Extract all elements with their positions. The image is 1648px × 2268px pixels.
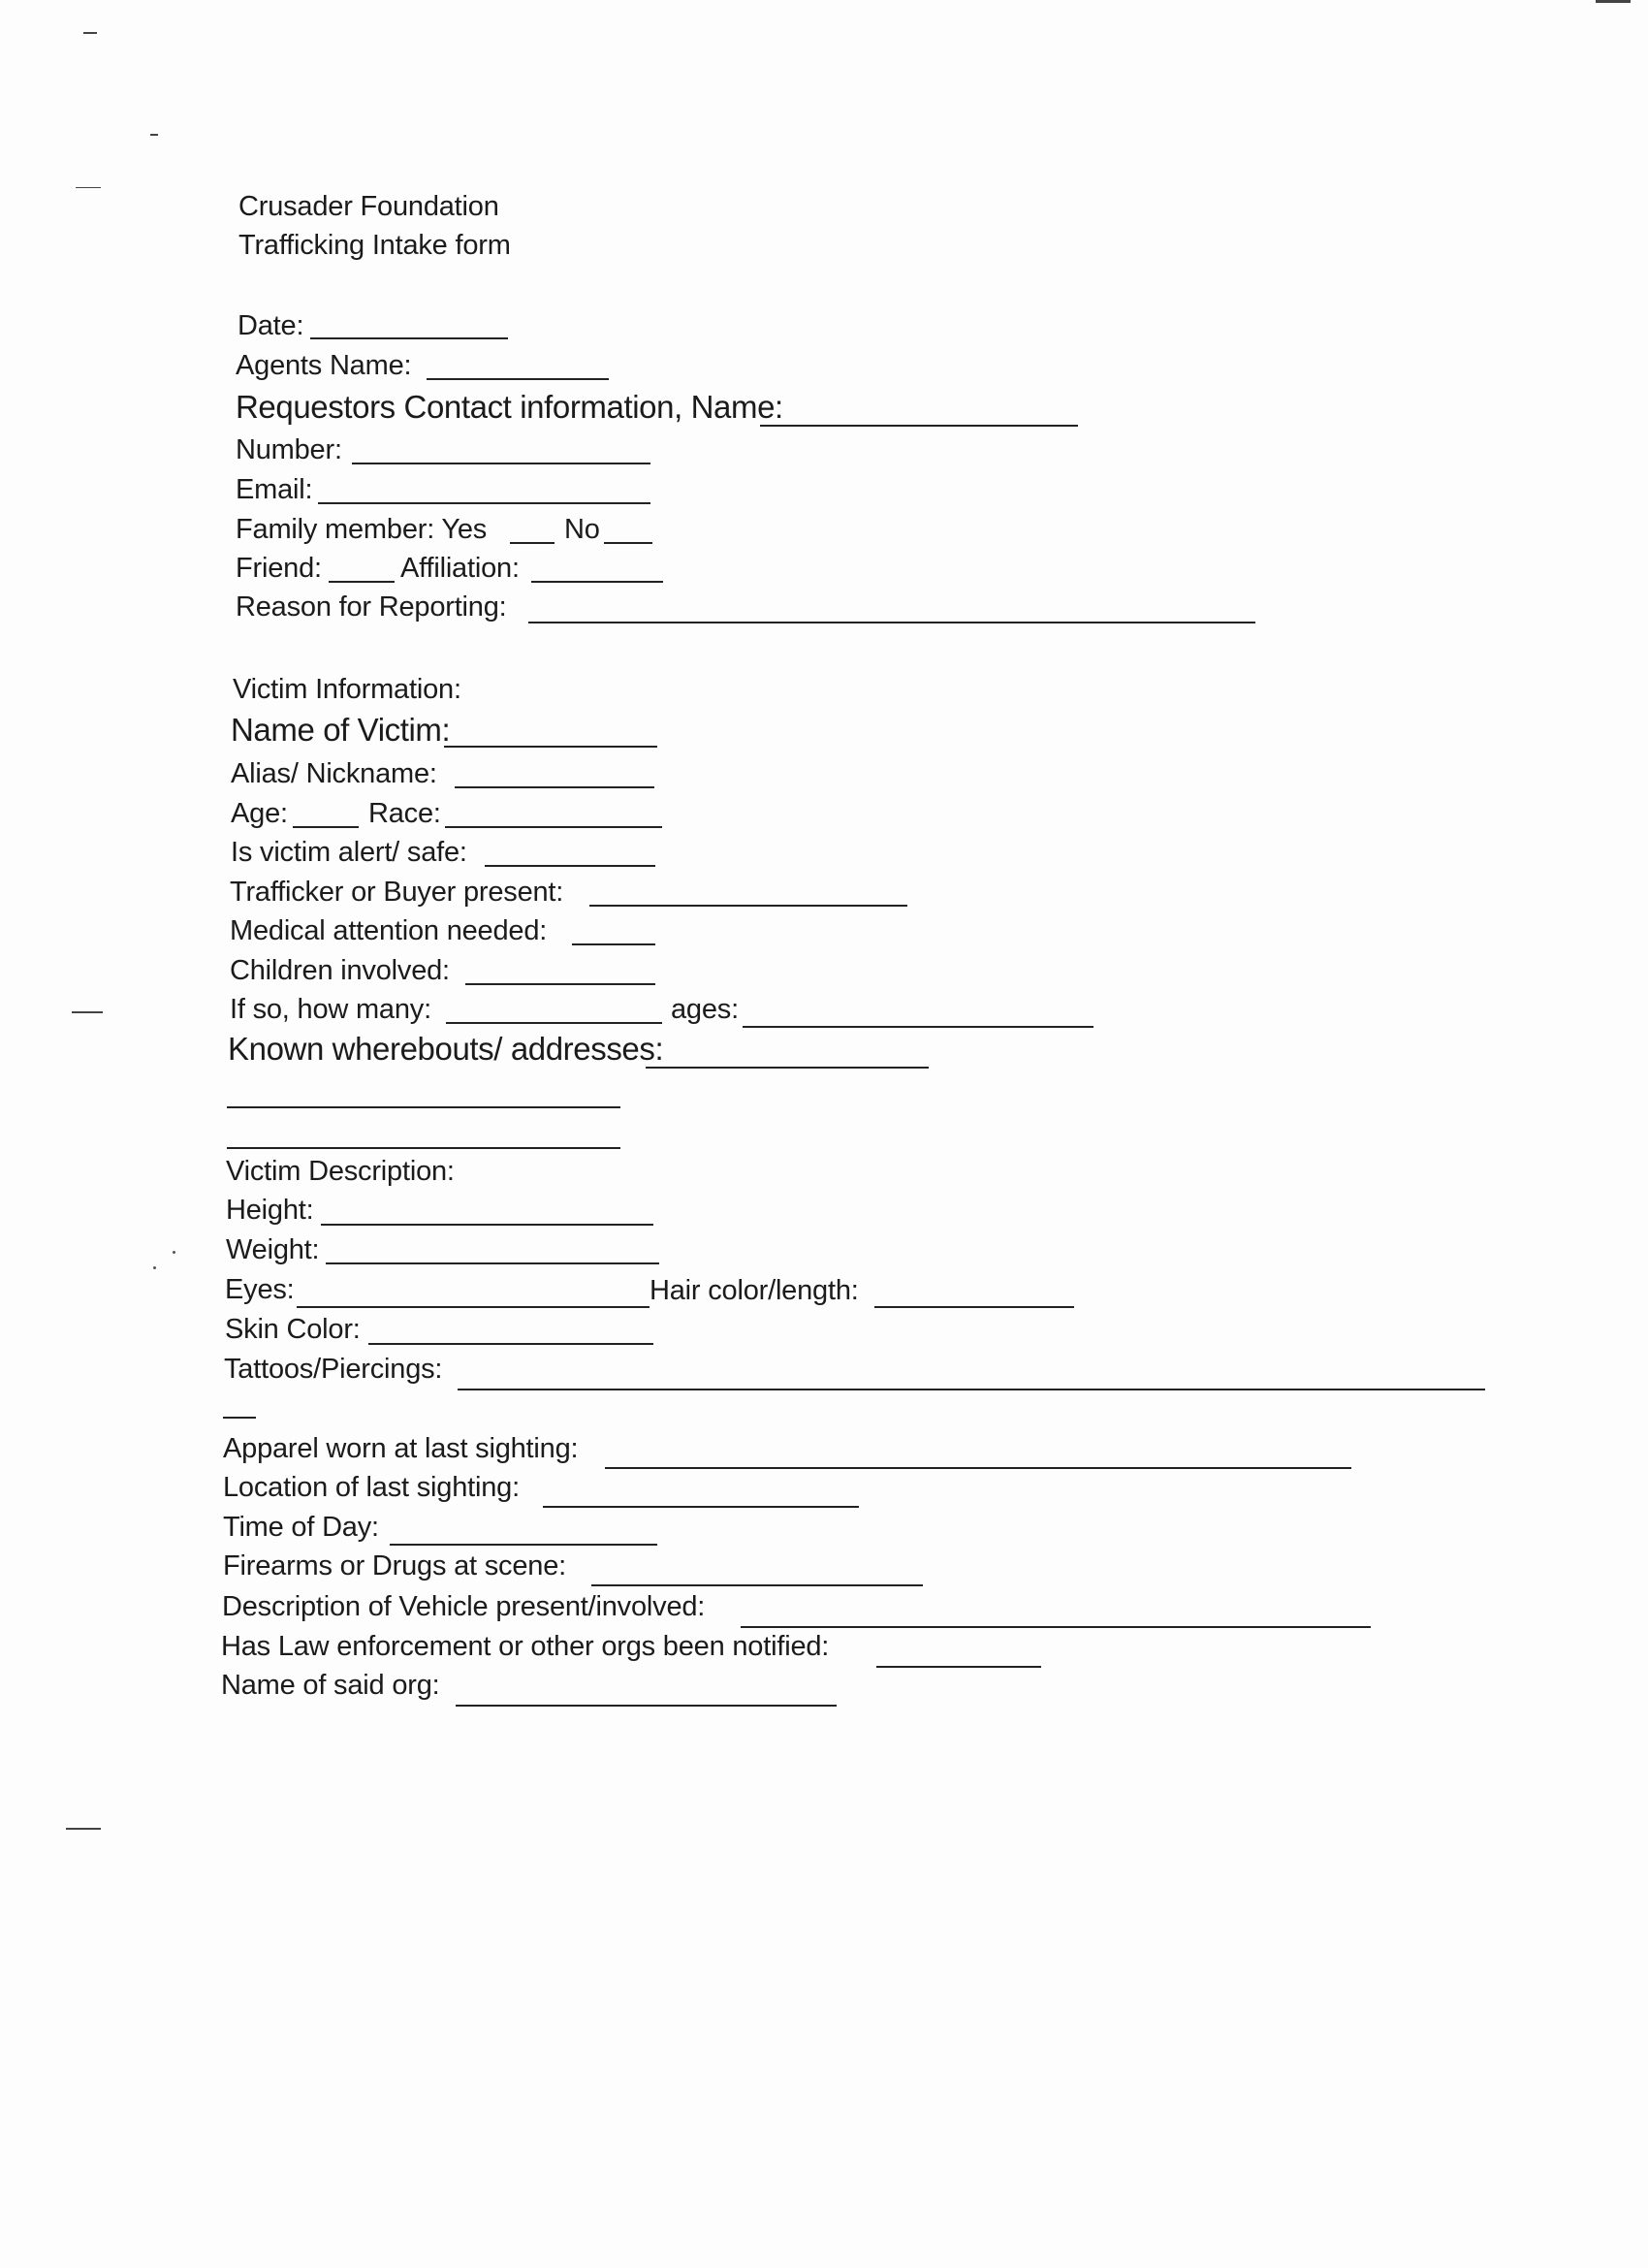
reason-field[interactable] [528,622,1255,623]
org-name-label: Name of said org: [221,1670,440,1701]
reason-label: Reason for Reporting: [236,591,507,623]
whereabouts-label: Known wherebouts/ addresses: [228,1031,664,1067]
apparel-field[interactable] [605,1467,1351,1469]
alert-safe-label: Is victim alert/ safe: [231,837,467,868]
tattoos-continuation[interactable] [223,1417,256,1419]
age-label: Age: [231,798,288,829]
vehicle-label: Description of Vehicle present/involved: [222,1591,706,1622]
family-no-field[interactable] [604,542,652,544]
agents-name-label: Agents Name: [236,350,412,381]
law-enforcement-label: Has Law enforcement or other orgs been notified: [221,1631,830,1662]
weight-field[interactable] [326,1262,659,1264]
scan-mark [66,1828,101,1830]
medical-label: Medical attention needed: [230,915,548,946]
height-label: Height: [226,1195,314,1226]
family-yes-field[interactable] [510,542,555,544]
height-field[interactable] [321,1224,653,1226]
location-label: Location of last sighting: [223,1472,520,1503]
age-field[interactable] [293,826,359,828]
organization-name: Crusader Foundation [238,191,499,222]
scan-mark [76,187,101,188]
tattoos-label: Tattoos/Piercings: [224,1354,443,1385]
alias-label: Alias/ Nickname: [231,758,437,789]
scan-mark [153,1266,156,1269]
friend-label: Friend: [236,553,322,584]
alias-field[interactable] [455,786,654,788]
trafficker-present-field[interactable] [589,905,907,907]
form-title: Trafficking Intake form [238,230,511,261]
children-label: Children involved: [230,955,450,986]
skin-color-label: Skin Color: [225,1314,361,1345]
eyes-field[interactable] [297,1306,650,1308]
alert-safe-field[interactable] [485,865,655,867]
skin-color-field[interactable] [368,1343,653,1345]
weight-label: Weight: [226,1234,320,1265]
agents-name-field[interactable] [427,378,609,380]
email-label: Email: [236,474,313,505]
location-field[interactable] [543,1506,859,1508]
number-field[interactable] [352,463,650,464]
hair-field[interactable] [874,1306,1074,1308]
law-enforcement-field[interactable] [876,1666,1041,1668]
ages-label: ages: [671,994,739,1025]
tattoos-field[interactable] [458,1389,1485,1390]
org-name-field[interactable] [456,1705,837,1707]
firearms-field[interactable] [591,1584,923,1586]
whereabouts-line-3[interactable] [227,1147,620,1149]
date-field[interactable] [310,337,508,339]
firearms-label: Firearms or Drugs at scene: [223,1550,566,1581]
scan-mark [83,32,97,34]
victim-description-heading: Victim Description: [226,1156,455,1187]
apparel-label: Apparel worn at last sighting: [223,1433,579,1464]
scan-mark [173,1251,175,1254]
ages-field[interactable] [743,1026,1093,1028]
scan-mark [72,1011,103,1013]
scan-mark [1596,0,1631,3]
friend-field[interactable] [329,581,395,583]
eyes-label: Eyes: [225,1274,295,1305]
number-label: Number: [236,434,342,465]
victim-name-field[interactable] [444,746,657,748]
date-label: Date: [238,310,304,341]
affiliation-field[interactable] [531,581,663,583]
affiliation-label: Affiliation: [400,553,520,584]
time-of-day-field[interactable] [390,1544,657,1546]
family-member-label: Family member: Yes [236,514,488,545]
whereabouts-line-2[interactable] [227,1106,620,1108]
time-of-day-label: Time of Day: [223,1512,379,1543]
children-field[interactable] [465,983,655,985]
medical-field[interactable] [572,943,655,945]
whereabouts-field[interactable] [646,1067,929,1069]
how-many-label: If so, how many: [230,994,431,1025]
vehicle-field[interactable] [741,1626,1371,1628]
email-field[interactable] [318,502,650,504]
victim-name-label: Name of Victim: [231,712,451,748]
how-many-field[interactable] [446,1022,662,1024]
trafficker-present-label: Trafficker or Buyer present: [230,877,564,908]
requestor-name-label: Requestors Contact information, Name: [236,389,783,425]
race-label: Race: [368,798,441,829]
hair-label: Hair color/length: [650,1275,859,1306]
requestor-name-field[interactable] [760,425,1078,427]
family-no-label: No [564,514,600,545]
scan-mark [150,134,158,136]
race-field[interactable] [445,826,662,828]
victim-info-heading: Victim Information: [233,674,461,705]
